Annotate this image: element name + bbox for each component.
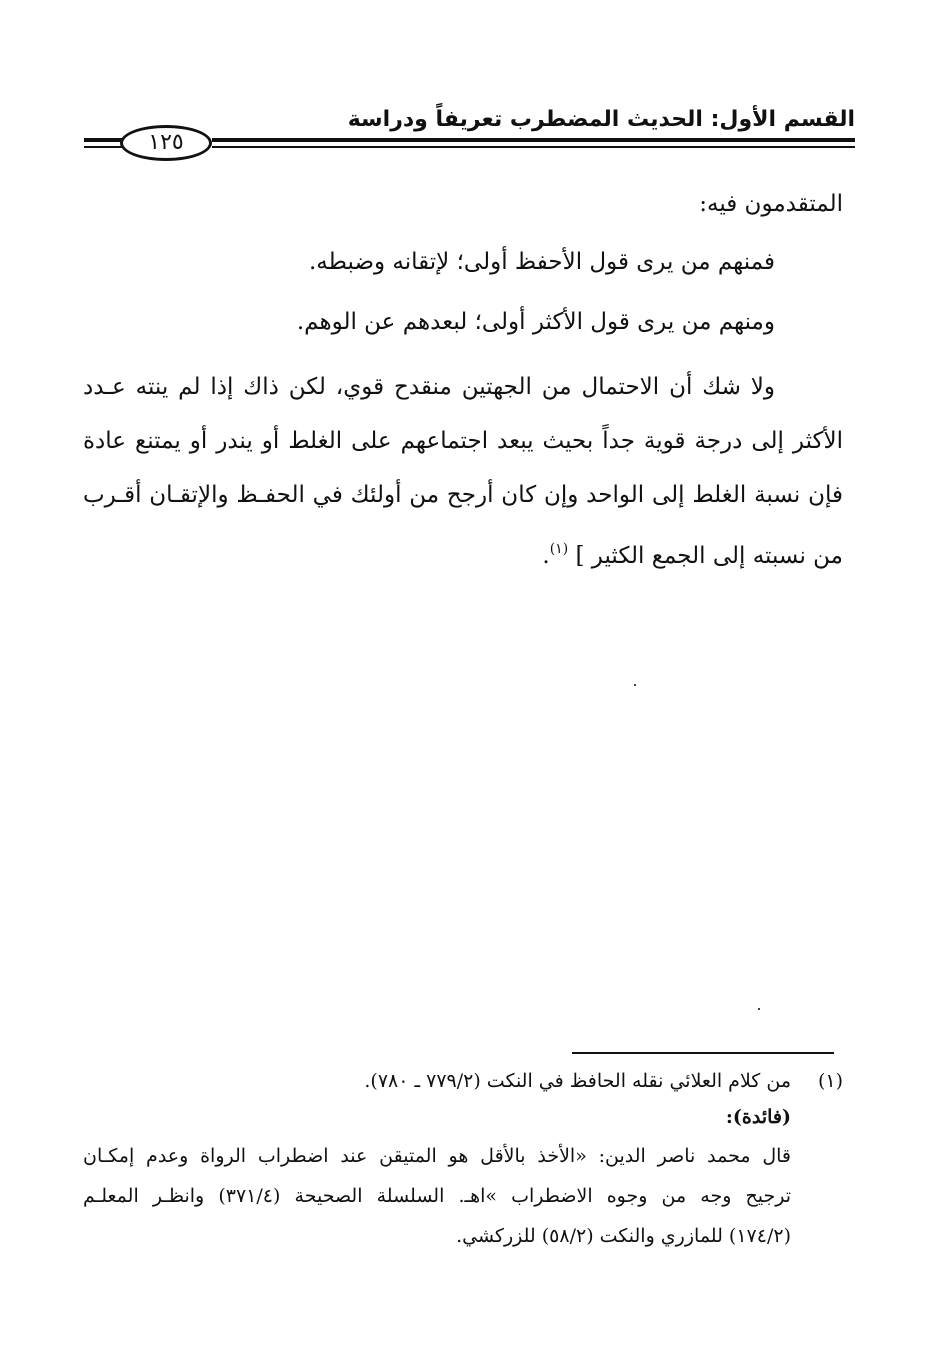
header-rule-thick: [212, 138, 855, 142]
header-rule-thin: [212, 146, 855, 148]
page-number: ١٢٥: [120, 125, 212, 161]
intro-line: المتقدمون فيه:: [699, 191, 843, 217]
scan-speck: [634, 684, 636, 686]
footnote-1-number: (١): [817, 1070, 843, 1092]
benefit-heading: (فائدة):: [725, 1106, 791, 1128]
paragraph-line-last: [83, 522, 843, 576]
footnote-separator: [572, 1052, 834, 1054]
benefit-paragraph: [83, 1136, 791, 1256]
paragraph-line: فإن نسبة الغلط إلى الواحد وإن كان أرجح من أولئك في الحفـظ والإتقـان أقـرب: [83, 482, 843, 508]
opinion-line-1: فمنهم من يرى قول الأحفظ أولى؛ لإتقانه وضبطه.: [309, 249, 775, 275]
benefit-line-last: (١٧٤/٢) للمازري والنكت (٥٨/٢) للزركشي.: [456, 1225, 791, 1247]
header-rule-left-thin: [84, 146, 122, 148]
footnote-1-text: من كلام العلائي نقله الحافظ في النكت (٧٧٩/٢ ـ ٧٨٠).: [364, 1070, 791, 1092]
running-header-title: القسم الأول: الحديث المضطرب تعريفاً ودراسة: [347, 107, 855, 132]
paragraph-line-text: من نسبته إلى الجمع الكثير ]: [575, 543, 843, 569]
benefit-line: ترجيح وجه من وجوه الاضطراب »اهـ. السلسلة الصحيحة (٣٧١/٤) وانظـر المعلـم: [83, 1185, 791, 1207]
paragraph-end-mark: .: [542, 543, 550, 569]
paragraph-line: الأكثر إلى درجة قوية جداً بحيث يبعد اجتماعهم على الغلط أو يندر أو يمتنع عادة: [83, 428, 843, 454]
scan-speck: [758, 1008, 760, 1010]
footnote-reference[interactable]: (١): [549, 541, 569, 557]
header-rule-left-thick: [84, 138, 122, 142]
benefit-line: قال محمد ناصر الدين: «الأخذ بالأقل هو المتيقن عند اضطراب الرواة وعدم إمكـان: [83, 1145, 791, 1167]
paragraph-line: ولا شك أن الاحتمال من الجهتين منقدح قوي، لكن ذاك إذا لم ينته عـدد: [83, 374, 775, 400]
main-paragraph: [83, 360, 843, 576]
footnote-1: [83, 1064, 843, 1098]
opinion-line-2: ومنهم من يرى قول الأكثر أولى؛ لبعدهم عن الوهم.: [296, 309, 775, 335]
